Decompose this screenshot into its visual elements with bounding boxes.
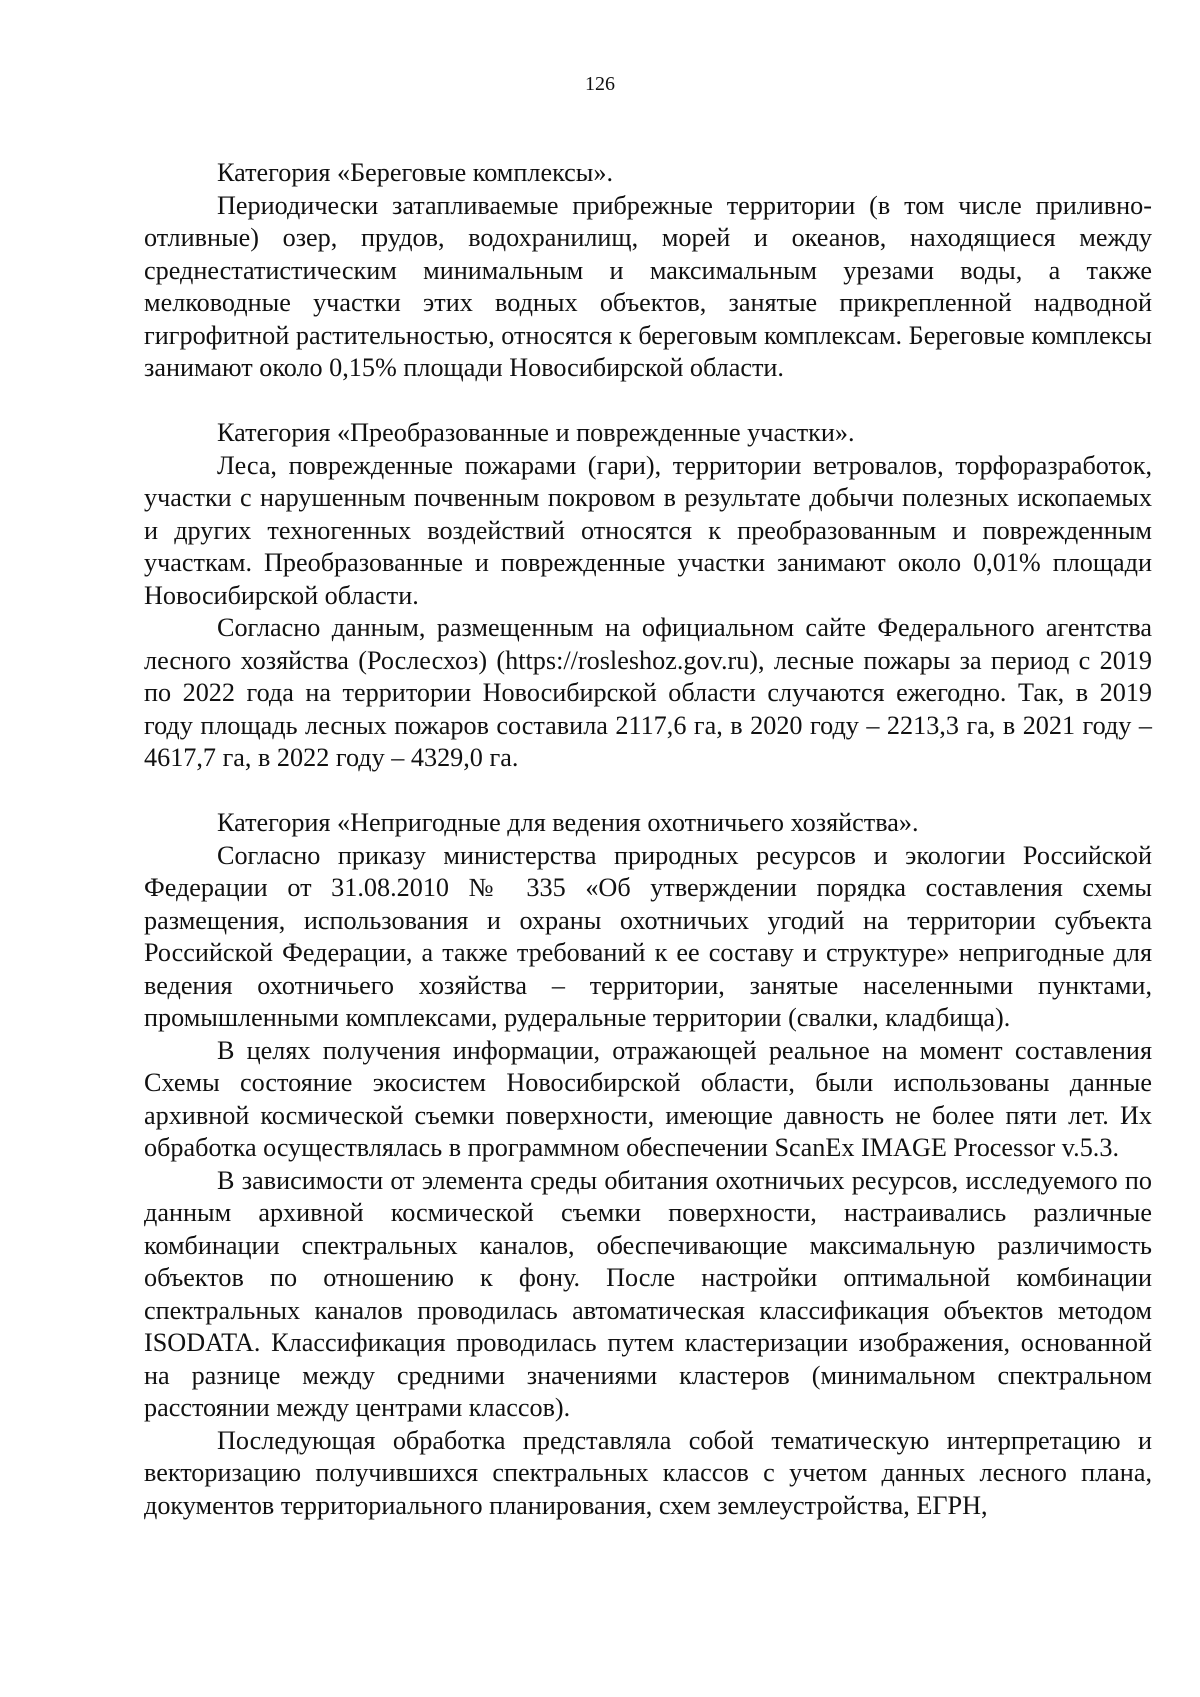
section-spacer [144,775,1152,808]
paragraph-damaged-definition: Леса, поврежденные пожарами (гари), территории ветровалов, торфоразработок, участки с нарушенным почвенным покровом в результате добычи полезных ископаемых и других техногенных воздействий относятся к преобразованным и поврежденным участкам. Преобразованные и поврежденные участки занимают около 0,01% площади Новосибирской области. [144,450,1152,610]
page-number: 126 [585,73,615,95]
document-body [144,157,1152,1522]
paragraph-order-335: Согласно приказу министерства природных ресурсов и экологии Российской Федерации от 31.08.2010 № 335 «Об утверждении порядка составления схемы размещения, использования и охраны охотничьих угодий на территории субъекта Российской Федерации, а также требований к ее составу и структуре» непригодные для ведения охотничьего хозяйства – территории, занятые населенными пунктами, промышленными комплексами, рудеральные территории (свалки, кладбища). [144,840,1152,1032]
paragraph-forest-fires: Согласно данным, размещенным на официальном сайте Федерального агентства лесного хозяйства (Рослесхоз) (https://rosleshoz.gov.ru), лесные пожары за период с 2019 по 2022 года на территории Новосибирской области случаются ежегодно. Так, в 2019 году площадь лесных пожаров составила 2117,6 га, в 2020 году – 2213,3 га, в 2021 году – 4617,7 га, в 2022 году – 4329,0 га. [144,613,1152,772]
section-heading-unsuitable: Категория «Непригодные для ведения охотничьего хозяйства». [217,808,919,837]
paragraph-coastal-definition: Периодически затапливаемые прибрежные территории (в том числе приливно-отливные) озер, прудов, водохранилищ, морей и океанов, находящиеся между среднестатистическим минимальным и максимальным урезами воды, а также мелководные участки этих водных объектов, занятые прикрепленной надводной гигрофитной растительностью, относятся к береговым комплексам. Береговые комплексы занимают около 0,15% площади Новосибирской области. [144,190,1152,382]
paragraph-classification: В зависимости от элемента среды обитания охотничьих ресурсов, исследуемого по данным архивной космической съемки поверхности, настраивались различные комбинации спектральных каналов, обеспечивающие максимальную различимость объектов по отношению к фону. После настройки оптимальной комбинации спектральных каналов проводилась автоматическая классификация объектов методом ISODATA. Классификация проводилась путем кластеризации изображения, основанной на разнице между средними значениями кластеров (минимальном спектральном расстоянии между центрами классов). [144,1165,1152,1422]
section-heading-damaged: Категория «Преобразованные и поврежденные участки». [217,418,855,447]
paragraph-interpretation: Последующая обработка представляла собой тематическую интерпретацию и векторизацию получившихся спектральных классов с учетом данных лесного плана, документов территориального планирования, схем землеустройства, ЕГРН, [144,1425,1152,1520]
section-heading-coastal: Категория «Береговые комплексы». [217,158,613,187]
paragraph-satellite-data: В целях получения информации, отражающей реальное на момент составления Схемы состояние экосистем Новосибирской области, были использованы данные архивной космической съемки поверхности, имеющие давность не более пяти лет. Их обработка осуществлялась в программном обеспечении ScanEx IMAGE Processor v.5.3. [144,1035,1152,1162]
section-spacer [144,385,1152,418]
